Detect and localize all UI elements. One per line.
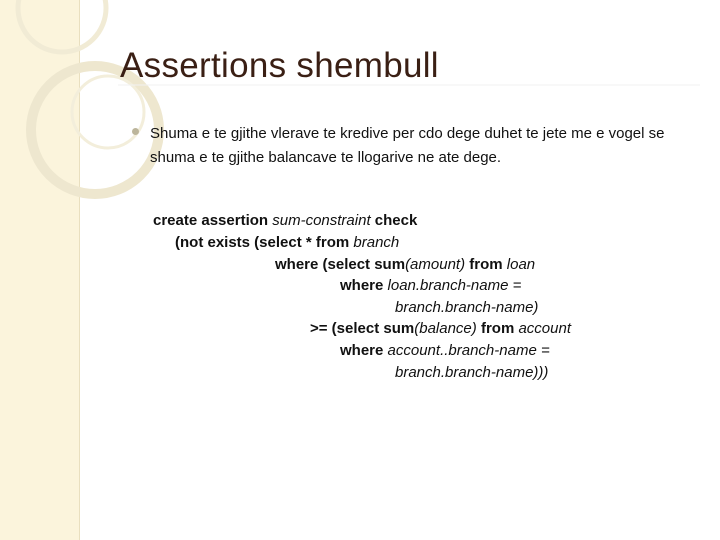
code-line-6: >= (select sum(balance) from account	[310, 320, 572, 337]
code-line-8: branch.branch-name)))	[395, 364, 549, 381]
code-line-2: (not exists (select * from branch	[175, 234, 400, 251]
bullet-text: Shuma e te gjithe vlerave te kredive per cdo dege duhet te jete me e vogel se shuma e te gjithe balancave te llogarive ne ate dege.	[150, 125, 665, 166]
code-line-7: where account..branch-name =	[340, 342, 550, 359]
top-ring	[18, 0, 106, 52]
code-line-1: create assertion sum-constraint check	[153, 212, 418, 229]
small-ring	[72, 76, 144, 148]
slide-title: Assertions shembull	[120, 46, 439, 85]
code-line-5: branch.branch-name)	[395, 299, 539, 316]
code-line-3: where (select sum(amount) from loan	[275, 256, 536, 273]
code-line-4: where loan.branch-name =	[340, 277, 522, 294]
bullet-icon	[132, 128, 139, 135]
